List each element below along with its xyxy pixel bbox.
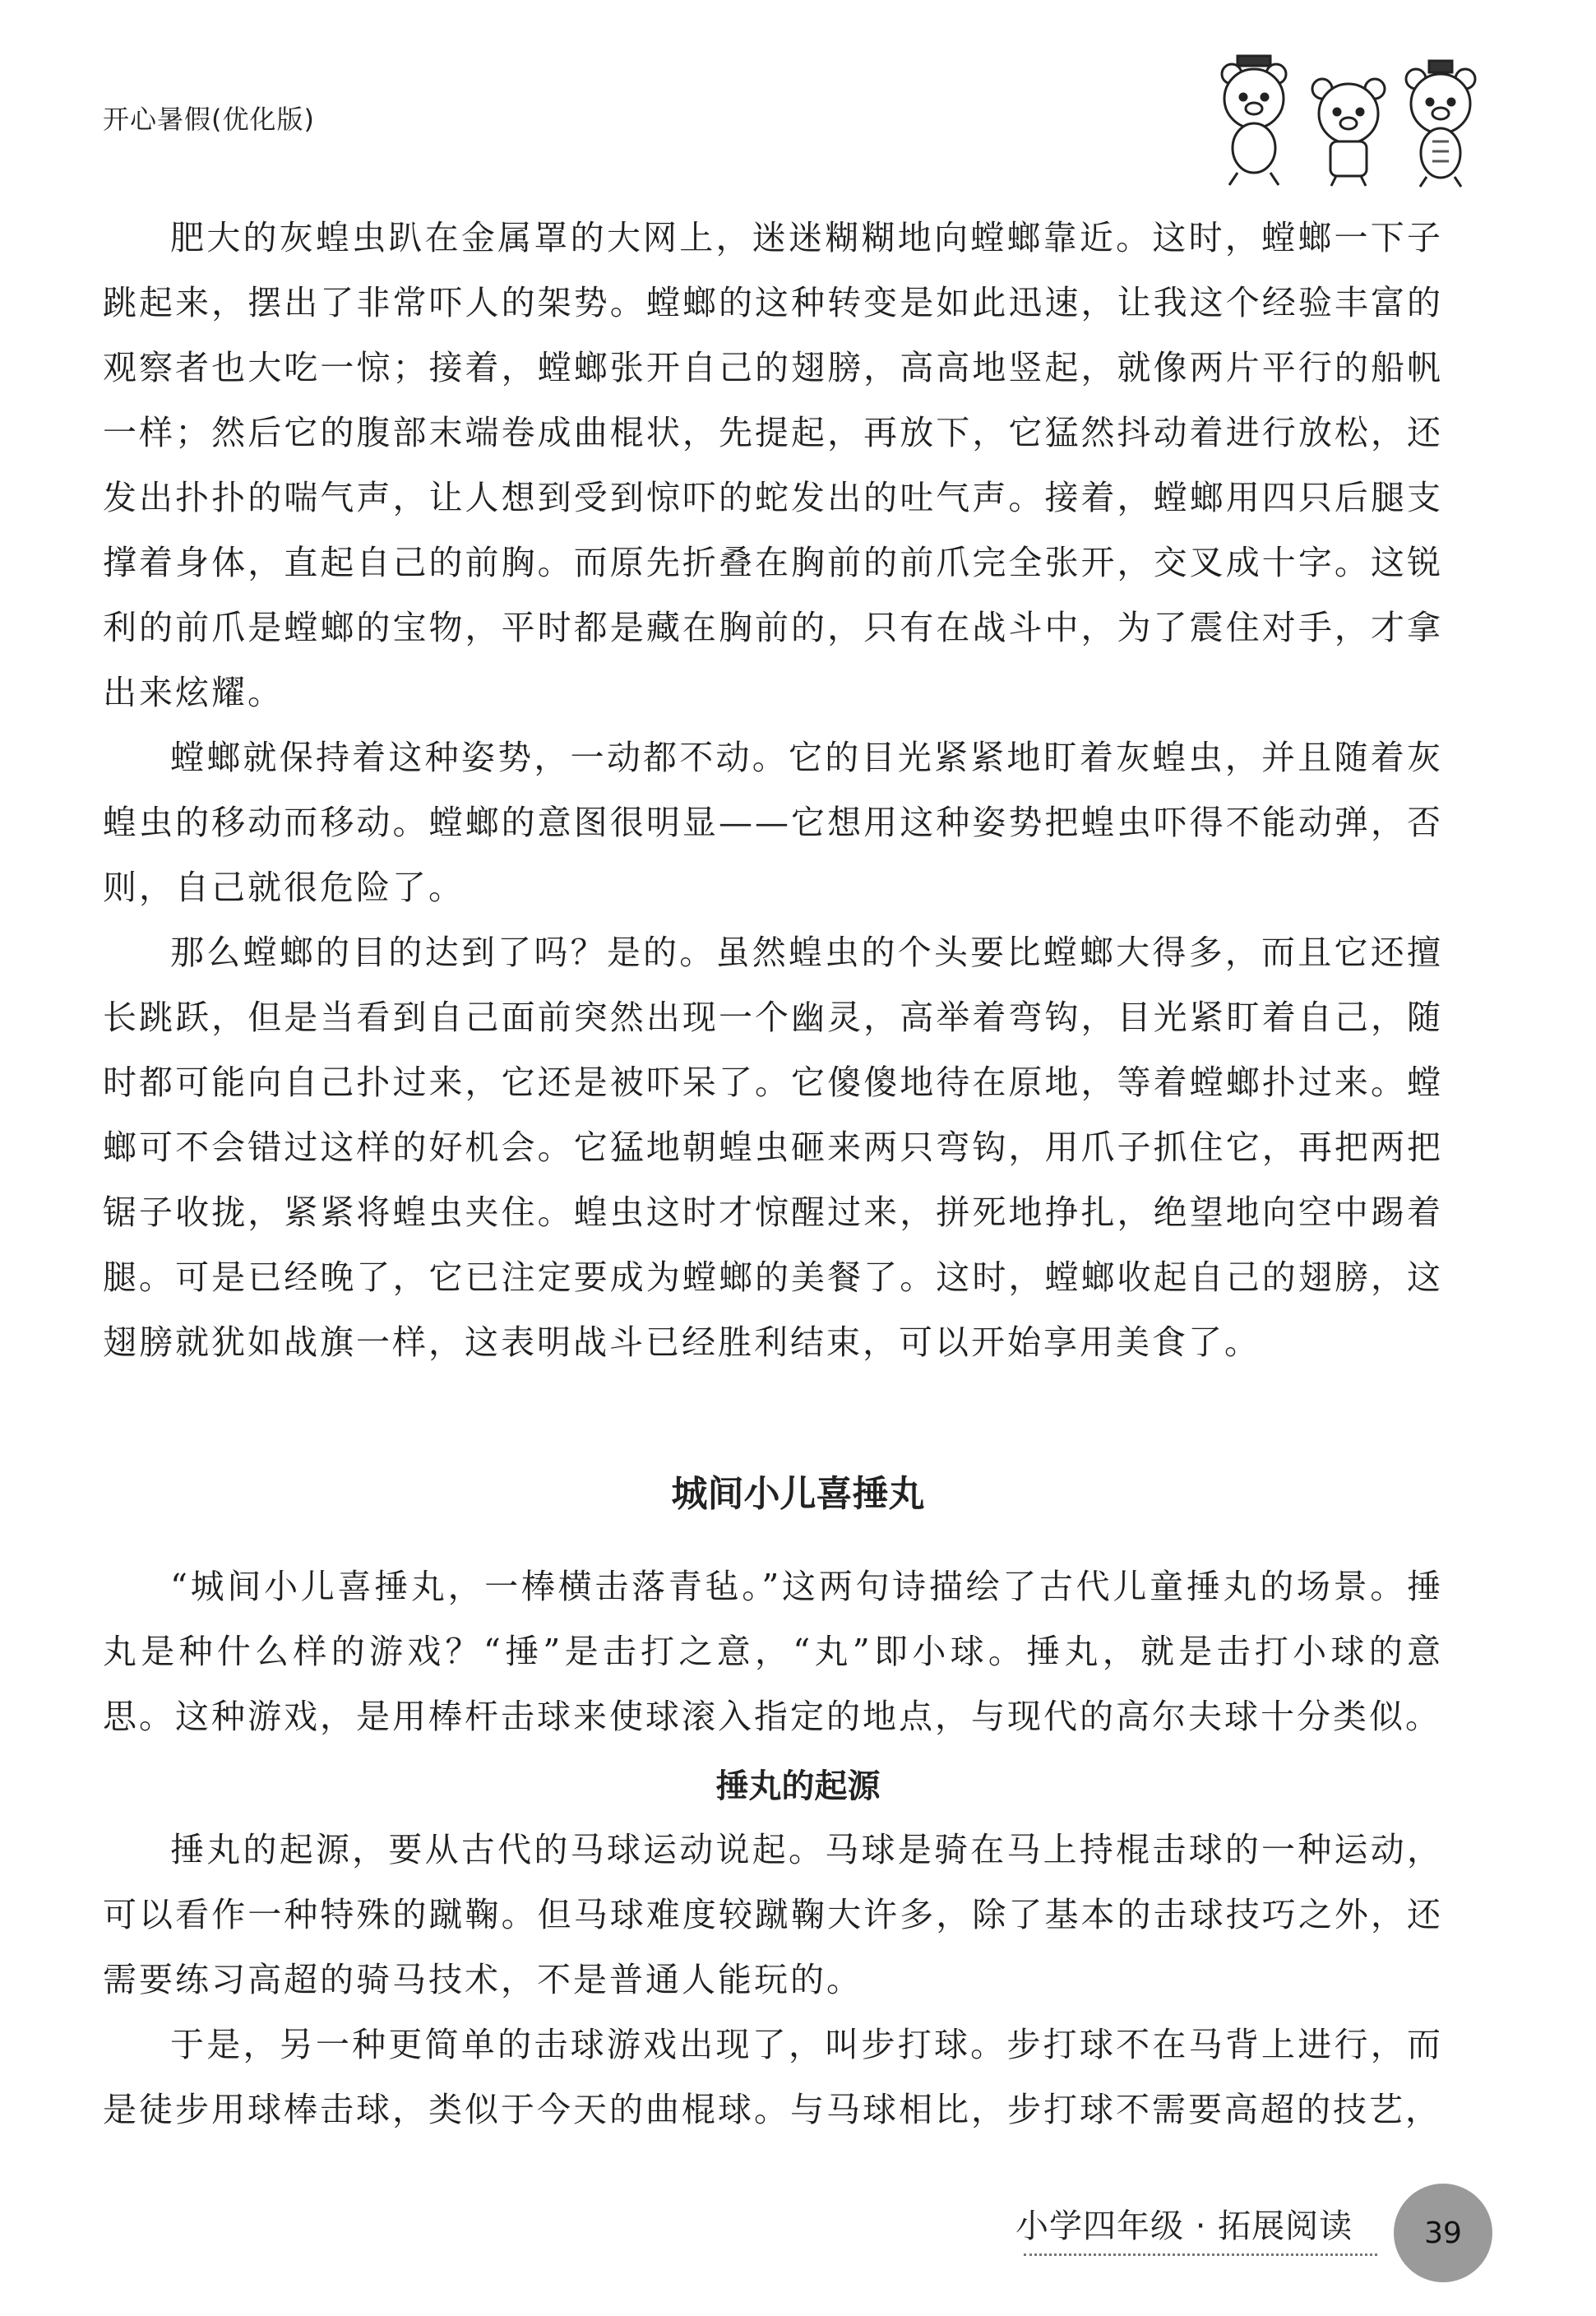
bear-mascots-illustration [1200,49,1497,189]
article-intro [103,1554,1443,1749]
page-number: 39 [1394,2184,1492,2282]
paragraph: “城间小儿喜捶丸，一棒横击落青毡。”这两句诗描绘了古代儿童捶丸的场景。捶丸是种什么样的游戏？“捶”是击打之意，“丸”即小球。捶丸，就是击打小球的意思。这种游戏，是用棒杆击球来使球滚入指定的地点，与现代的高尔夫球十分类似。 [103,1567,1443,1736]
footer-grade-label: 小学四年级 · 拓展阅读 [1015,2207,1353,2245]
book-title: 开心暑假(优化版) [103,104,315,135]
paragraph: 那么螳螂的目的达到了吗？是的。虽然蝗虫的个头要比螳螂大得多，而且它还擅长跳跃，但是当看到自己面前突然出现一个幽灵，高举着弯钩，目光紧盯着自己，随时都可能向自己扑过来，它还是被吓呆了。它傻傻地待在原地，等着螳螂扑过来。螳螂可不会错过这样的好机会。它猛地朝蝗虫砸来两只弯钩，用爪子抓住它，再把两把锯子收拢，紧紧将蝗虫夹住。蝗虫这时才惊醒过来，拼死地挣扎，绝望地向空中踢着腿。可是已经晚了，它已注定要成为螳螂的美餐了。这时，螳螂收起自己的翅膀，这翅膀就犹如战旗一样，这表明战斗已经胜利结束，可以开始享用美食了。 [103,933,1443,1362]
bear-right-icon [1406,61,1475,187]
paragraph: 于是，另一种更简单的击球游戏出现了，叫步打球。步打球不在马背上进行，而是徒步用球棒击球，类似于今天的曲棍球。与马球相比，步打球不需要高超的技艺， [103,2025,1443,2129]
paragraph: 螳螂就保持着这种姿势，一动都不动。它的目光紧紧地盯着灰蝗虫，并且随着灰蝗虫的移动而移动。螳螂的意图很明显——它想用这种姿势把蝗虫吓得不能动弹，否则，自己就很危险了。 [103,738,1443,907]
section-subheading: 捶丸的起源 [715,1767,881,1805]
paragraph: 捶丸的起源，要从古代的马球运动说起。马球是骑在马上持棍击球的一种运动，可以看作一种特殊的蹴鞠。但马球难度较蹴鞠大许多，除了基本的击球技巧之外，还需要练习高超的骑马技术，不是普通人能玩的。 [103,1830,1443,1999]
bear-middle-icon [1312,79,1385,186]
bear-left-icon [1222,56,1286,185]
article-title: 城间小儿喜捶丸 [671,1473,925,1515]
paragraph: 肥大的灰蝗虫趴在金属罩的大网上，迷迷糊糊地向螳螂靠近。这时，螳螂一下子跳起来，摆出了非常吓人的架势。螳螂的这种转变是如此迅速，让我这个经验丰富的观察者也大吃一惊；接着，螳螂张开自己的翅膀，高高地竖起，就像两片平行的船帆一样；然后它的腹部末端卷成曲棍状，先提起，再放下，它猛然抖动着进行放松，还发出扑扑的喘气声，让人想到受到惊吓的蛇发出的吐气声。接着，螳螂用四只后腿支撑着身体，直起自己的前胸。而原先折叠在胸前的前爪完全张开，交叉成十字。这锐利的前爪是螳螂的宝物，平时都是藏在胸前的，只有在战斗中，为了震住对手，才拿出来炫耀。 [103,218,1443,712]
story-excerpt-mantis [103,206,1443,1375]
footer-divider [1024,2253,1377,2256]
article-origin-section [103,1818,1443,2142]
